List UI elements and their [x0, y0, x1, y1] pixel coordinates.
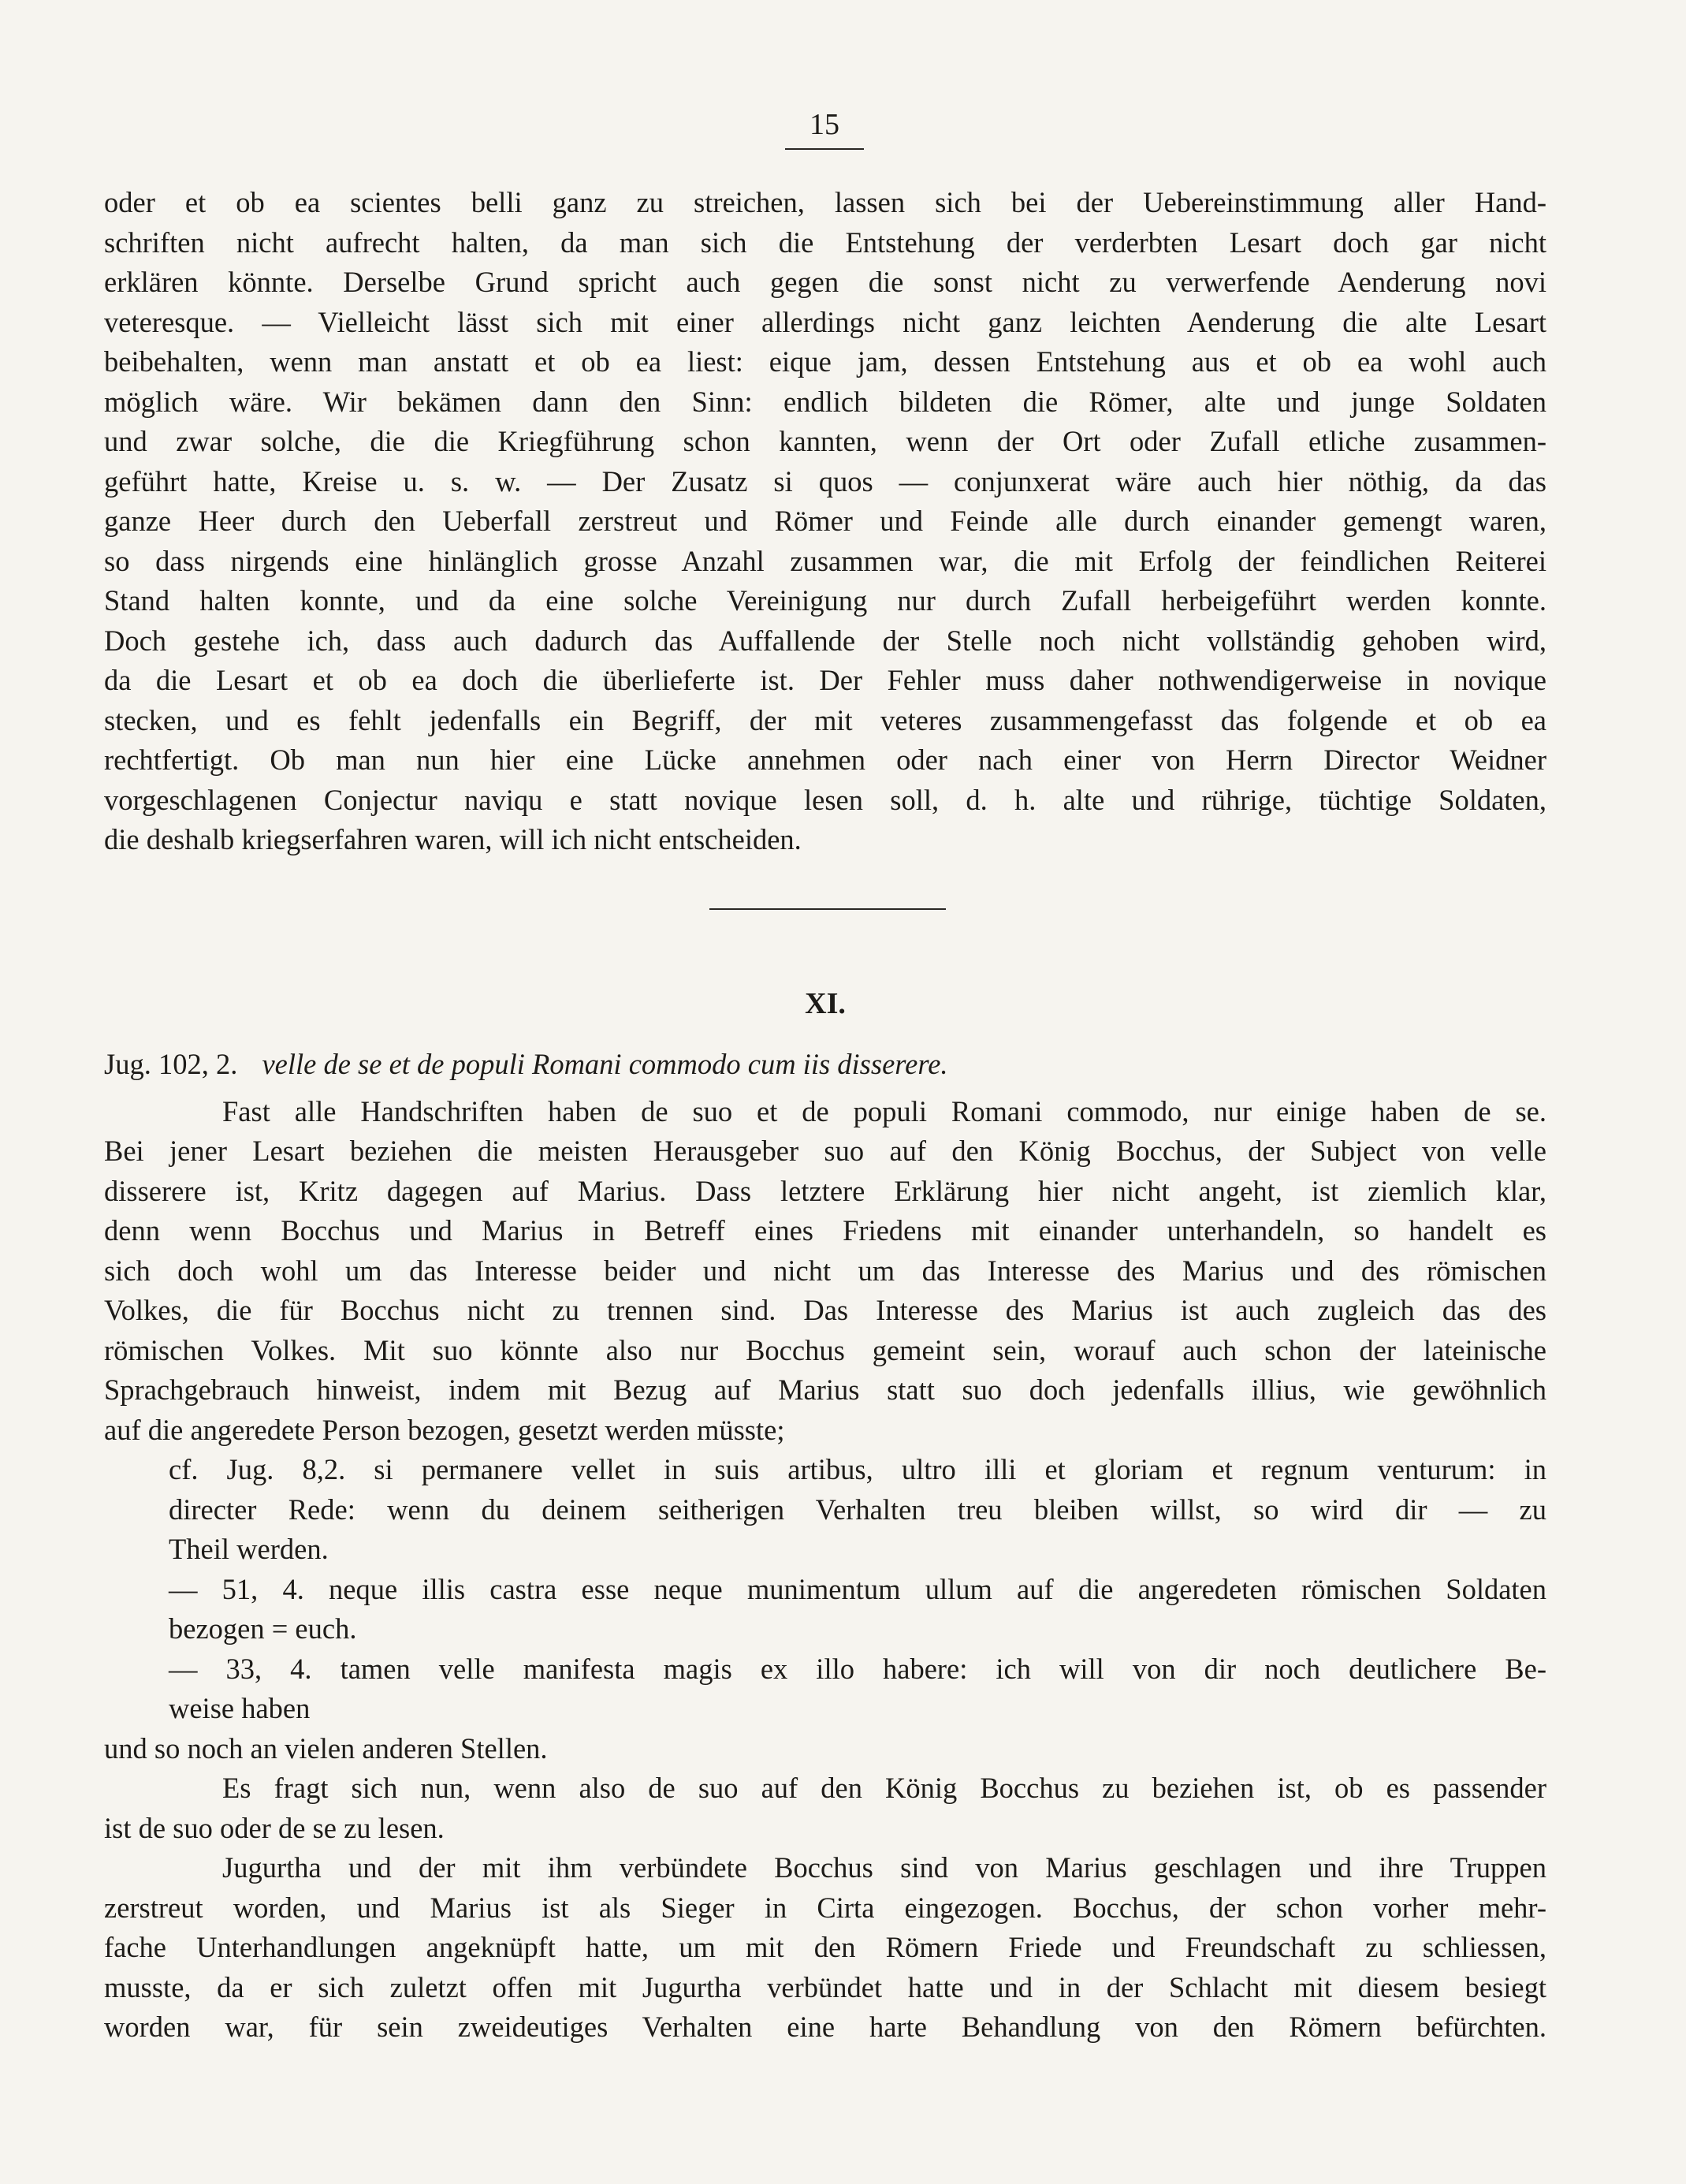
text-line: Es fragt sich nun, wenn also de suo auf den König Bocchus zu beziehen ist, ob es passender — [222, 1772, 1546, 1804]
citation-quote: velle de se et de populi Romani commodo cum iis disserere. — [262, 1047, 948, 1080]
section-xi — [104, 984, 1546, 2048]
text-line: disserere ist, Kritz dagegen auf Marius. Dass letztere Erklärung hier nicht angeht, ist ziemlich klar, — [104, 1174, 1546, 1207]
citation-heading — [104, 1045, 1546, 1092]
quote-line: — 33, 4. tamen velle manifesta magis ex illo habere: ich will von dir noch deutlichere Be- — [169, 1652, 1546, 1685]
quote-line: weise haben — [169, 1692, 311, 1724]
text-line: veteresque. — Vielleicht lässt sich mit einer allerdings nicht ganz leichten Aenderung die alte Lesart — [104, 305, 1546, 338]
quote-line: Theil werden. — [169, 1533, 329, 1565]
text-line: Volkes, die für Bocchus nicht zu trennen sind. Das Interesse des Marius ist auch zugleich das des — [104, 1294, 1546, 1326]
text-line: Sprachgebrauch hinweist, indem mit Bezug auf Marius statt suo doch jedenfalls illius, wie gewöhnlich — [104, 1373, 1546, 1406]
section-divider — [709, 908, 946, 910]
text-line: ist de suo oder de se zu lesen. — [104, 1811, 445, 1844]
text-line: möglich wäre. Wir bekämen dann den Sinn: endlich bildeten die Römer, alte und junge Soldaten — [104, 385, 1546, 418]
quote-line: directer Rede: wenn du deinem seitherigen Verhalten treu bleiben willst, so wird dir — zu — [169, 1493, 1546, 1526]
text-line: und zwar solche, die die Kriegführung schon kannten, wenn der Ort oder Zufall etliche zusammen- — [104, 425, 1546, 457]
text-line: Doch gestehe ich, dass auch dadurch das Auffallende der Stelle noch nicht vollständig gehoben wird, — [104, 624, 1546, 657]
quote-line: cf. Jug. 8,2. si permanere vellet in suis artibus, ultro illi et gloriam et regnum venturum: in — [169, 1453, 1546, 1485]
text-line: denn wenn Bocchus und Marius in Betreff eines Friedens mit einander unterhandeln, so handelt es — [104, 1214, 1546, 1247]
quote-line: bezogen = euch. — [169, 1612, 357, 1645]
text-line: ganze Heer durch den Ueberfall zerstreut und Römer und Feinde alle durch einander gemengt waren, — [104, 505, 1546, 537]
text-line: Bei jener Lesart beziehen die meisten Herausgeber suo auf den König Bocchus, der Subject von velle — [104, 1135, 1546, 1167]
text-line: stecken, und es fehlt jedenfalls ein Begriff, der mit veteres zusammengefasst das folgende et ob ea — [104, 703, 1546, 736]
text-line: sich doch wohl um das Interesse beider und nicht um das Interesse des Marius und des römischen — [104, 1254, 1546, 1287]
text-line: Fast alle Handschriften haben de suo et de populi Romani commodo, nur einige haben de se. — [222, 1094, 1546, 1127]
section-title: XI. — [805, 987, 846, 1020]
text-line: so dass nirgends eine hinlänglich grosse Anzahl zusammen war, die mit Erfolg der feindlichen Reiterei — [104, 544, 1546, 577]
page-number: 15 — [785, 107, 864, 150]
text-line: römischen Volkes. Mit suo könnte also nur Bocchus gemeint sein, worauf auch schon der lateinische — [104, 1333, 1546, 1366]
text-line: worden war, für sein zweideutiges Verhalten eine harte Behandlung von den Römern befürchten. — [104, 2011, 1546, 2043]
text-line: fache Unterhandlungen angeknüpft hatte, um mit den Römern Friede und Freundschaft zu schliessen, — [104, 1931, 1546, 1963]
text-line: Stand halten konnte, und da eine solche Vereinigung nur durch Zufall herbeigeführt werden konnte. — [104, 584, 1546, 617]
text-line: da die Lesart et ob ea doch die überlieferte ist. Der Fehler muss daher nothwendigerweise in novique — [104, 664, 1546, 696]
text-line: musste, da er sich zuletzt offen mit Jugurtha verbündet hatte und in der Schlacht mit diesem besiegt — [104, 1970, 1546, 2003]
text-line: geführt hatte, Kreise u. s. w. — Der Zusatz si quos — conjunxerat wäre auch hier nöthig, da das — [104, 464, 1546, 498]
text-line: erklären könnte. Derselbe Grund spricht auch gegen die sonst nicht zu verwerfende Aenderung novi — [104, 266, 1546, 298]
paragraph-continued — [104, 183, 1546, 860]
citation-ref: Jug. 102, 2. — [104, 1047, 238, 1080]
text-line: auf die angeredete Person bezogen, gesetzt werden müsste; — [104, 1413, 785, 1446]
quote-line: — 51, 4. neque illis castra esse neque munimentum ullum auf die angeredeten römischen Soldaten — [169, 1572, 1546, 1605]
text-line: zerstreut worden, und Marius ist als Sieger in Cirta eingezogen. Bocchus, der schon vorher mehr- — [104, 1891, 1546, 1924]
text-line: oder et ob ea scientes belli ganz zu streichen, lassen sich bei der Uebereinstimmung aller Hand- — [104, 186, 1546, 218]
text-line: die deshalb kriegserfahren waren, will ich nicht entscheiden. — [104, 823, 802, 855]
text-line: und so noch an vielen anderen Stellen. — [104, 1731, 548, 1765]
text-line: schriften nicht aufrecht halten, da man sich die Entstehung der verderbten Lesart doch gar nicht — [104, 225, 1546, 259]
text-line: rechtfertigt. Ob man nun hier eine Lücke annehmen oder nach einer von Herrn Director Weidner — [104, 744, 1546, 776]
text-line: beibehalten, wenn man anstatt et ob ea liest: eique jam, dessen Entstehung aus et ob ea wohl auch — [104, 345, 1546, 378]
text-line: Jugurtha und der mit ihm verbündete Bocchus sind von Marius geschlagen und ihre Truppen — [222, 1851, 1546, 1884]
text-line: vorgeschlagenen Conjectur naviqu e statt novique lesen soll, d. h. alte und rührige, tüchtige Soldaten, — [104, 783, 1546, 816]
